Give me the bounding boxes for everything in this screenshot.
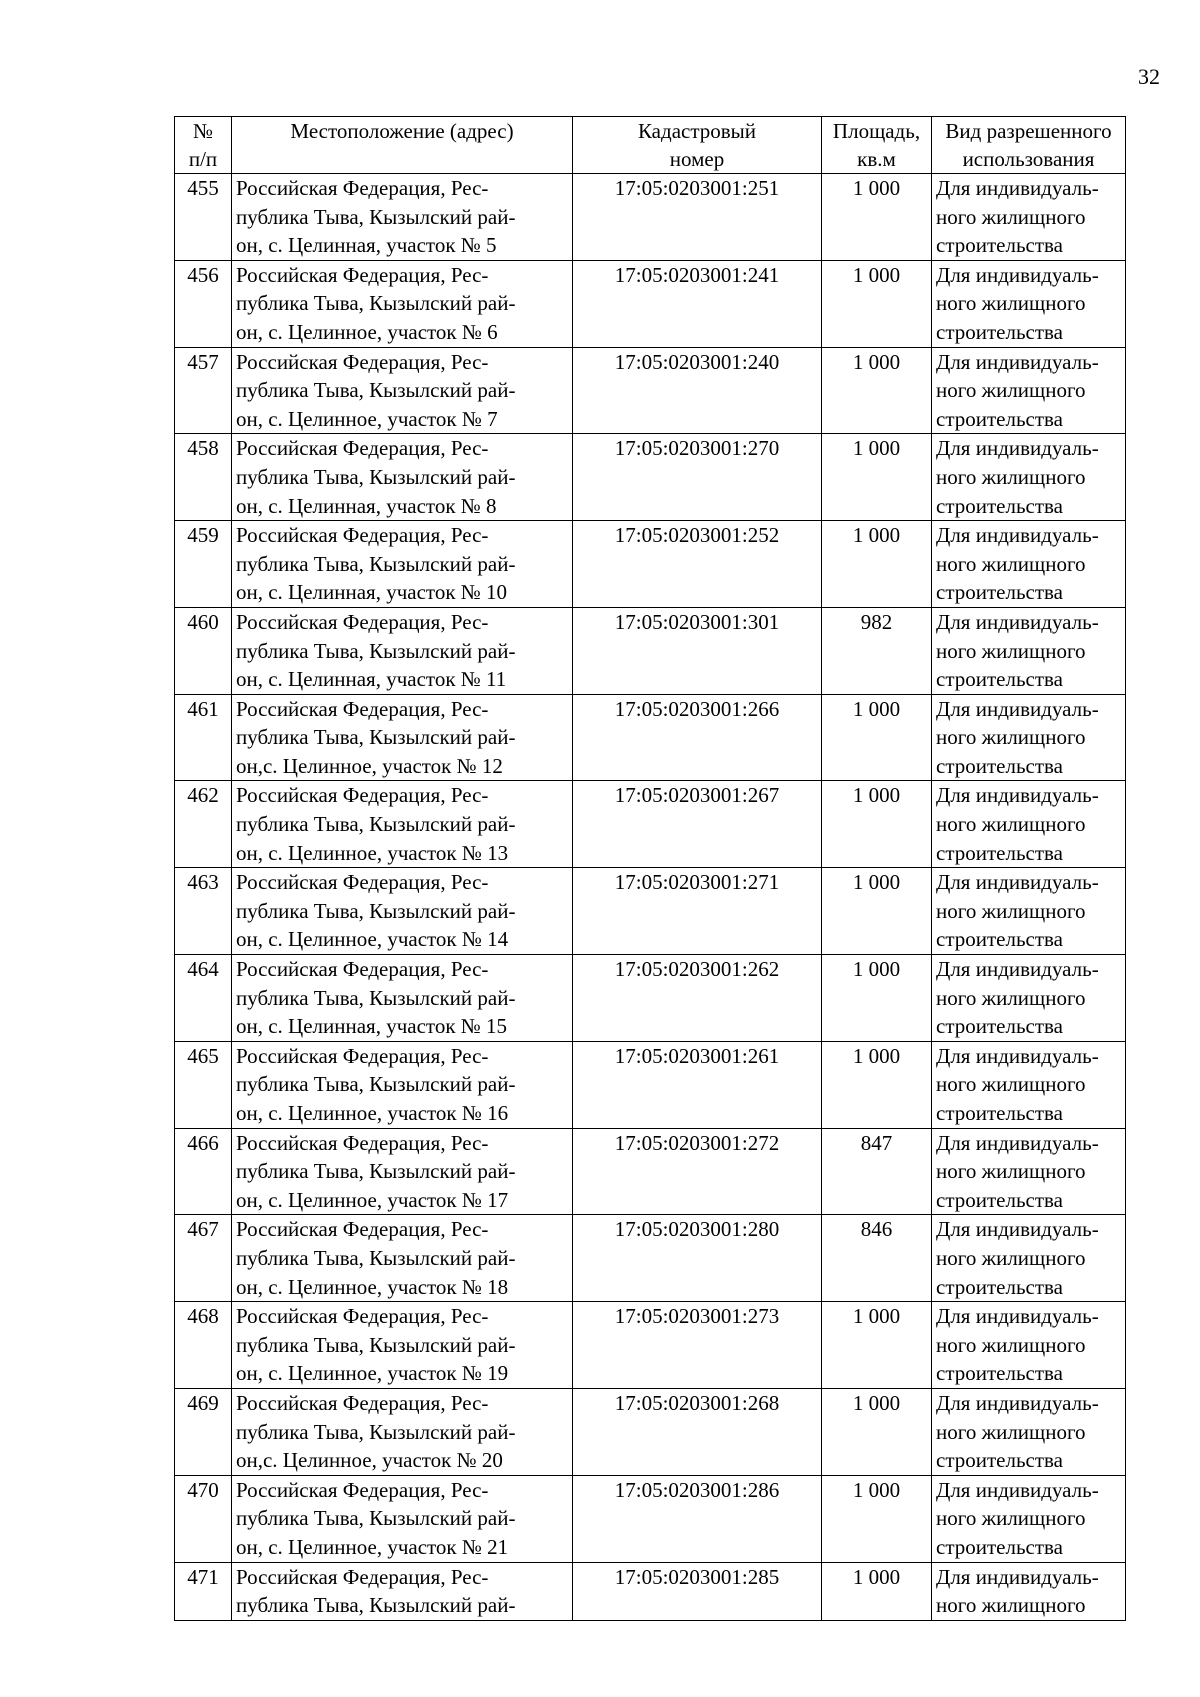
permitted-use-cell: Для индивидуаль- ного жилищного строительства [932,955,1126,1042]
cadastral-number-cell: 17:05:0203001:286 [573,1475,822,1562]
table-row [175,260,1126,347]
area-cell: 1 000 [822,434,932,521]
area-cell: 846 [822,1215,932,1302]
area-cell: 1 000 [822,868,932,955]
table-row [175,955,1126,1042]
row-number: 461 [175,694,232,781]
cadastral-number-cell: 17:05:0203001:251 [573,174,822,261]
address-cell: Российская Федерация, Рес- публика Тыва, Кызылский рай- он, с. Целинное, участок № 7 [232,347,573,434]
row-number: 458 [175,434,232,521]
cadastral-number-cell: 17:05:0203001:285 [573,1562,822,1620]
page-number: 32 [1138,64,1160,89]
cadastral-number-cell: 17:05:0203001:272 [573,1128,822,1215]
row-number: 470 [175,1475,232,1562]
permitted-use-cell: Для индивидуаль- ного жилищного строительства [932,1475,1126,1562]
header-cadastral-number: Кадастровый номер [573,117,822,174]
table-row [175,1215,1126,1302]
area-cell: 1 000 [822,1041,932,1128]
cadastral-number-cell: 17:05:0203001:301 [573,607,822,694]
permitted-use-cell: Для индивидуаль- ного жилищного строительства [932,781,1126,868]
row-number: 464 [175,955,232,1042]
area-cell: 1 000 [822,260,932,347]
cadastral-number-cell: 17:05:0203001:241 [573,260,822,347]
area-cell: 982 [822,607,932,694]
area-cell: 1 000 [822,1302,932,1389]
table-header-row [175,117,1126,174]
permitted-use-cell: Для индивидуаль- ного жилищного строительства [932,434,1126,521]
area-cell: 1 000 [822,1388,932,1475]
address-cell: Российская Федерация, Рес- публика Тыва, Кызылский рай- он, с. Целинное, участок № 18 [232,1215,573,1302]
cadastral-number-cell: 17:05:0203001:280 [573,1215,822,1302]
area-cell: 1 000 [822,521,932,608]
table-row [175,1041,1126,1128]
permitted-use-cell: Для индивидуаль- ного жилищного строительства [932,347,1126,434]
row-number: 468 [175,1302,232,1389]
address-cell: Российская Федерация, Рес- публика Тыва, Кызылский рай- он, с. Целинное, участок № 19 [232,1302,573,1389]
area-cell: 1 000 [822,694,932,781]
address-cell: Российская Федерация, Рес- публика Тыва, Кызылский рай- он, с. Целинная, участок № 8 [232,434,573,521]
table-row [175,1388,1126,1475]
address-cell: Российская Федерация, Рес- публика Тыва, Кызылский рай- он, с. Целинное, участок № 16 [232,1041,573,1128]
permitted-use-cell: Для индивидуаль- ного жилищного строительства [932,607,1126,694]
address-cell: Российская Федерация, Рес- публика Тыва, Кызылский рай- он,с. Целинное, участок № 20 [232,1388,573,1475]
cadastral-number-cell: 17:05:0203001:262 [573,955,822,1042]
cadastral-number-cell: 17:05:0203001:266 [573,694,822,781]
table-row [175,781,1126,868]
address-cell: Российская Федерация, Рес- публика Тыва, Кызылский рай- он, с. Целинная, участок № 11 [232,607,573,694]
table-row [175,607,1126,694]
address-cell: Российская Федерация, Рес- публика Тыва, Кызылский рай- [232,1562,573,1620]
cadastral-number-cell: 17:05:0203001:270 [573,434,822,521]
area-cell: 1 000 [822,1475,932,1562]
address-cell: Российская Федерация, Рес- публика Тыва, Кызылский рай- он, с. Целинная, участок № 5 [232,174,573,261]
permitted-use-cell: Для индивидуаль- ного жилищного строительства [932,1215,1126,1302]
area-cell: 1 000 [822,955,932,1042]
address-cell: Российская Федерация, Рес- публика Тыва, Кызылский рай- он,с. Целинное, участок № 12 [232,694,573,781]
address-cell: Российская Федерация, Рес- публика Тыва, Кызылский рай- он, с. Целинное, участок № 6 [232,260,573,347]
permitted-use-cell: Для индивидуаль- ного жилищного [932,1562,1126,1620]
row-number: 463 [175,868,232,955]
area-cell: 1 000 [822,174,932,261]
permitted-use-cell: Для индивидуаль- ного жилищного строительства [932,1302,1126,1389]
table-row [175,1128,1126,1215]
row-number: 455 [175,174,232,261]
header-number: № п/п [175,117,232,174]
table-row [175,347,1126,434]
cadastral-number-cell: 17:05:0203001:261 [573,1041,822,1128]
row-number: 460 [175,607,232,694]
table-row [175,1475,1126,1562]
table-row [175,434,1126,521]
land-plots-table [174,116,1126,1621]
cadastral-number-cell: 17:05:0203001:240 [573,347,822,434]
cadastral-number-cell: 17:05:0203001:252 [573,521,822,608]
row-number: 471 [175,1562,232,1620]
header-permitted-use: Вид разрешенного использования [932,117,1126,174]
area-cell: 847 [822,1128,932,1215]
table-row [175,694,1126,781]
permitted-use-cell: Для индивидуаль- ного жилищного строительства [932,1128,1126,1215]
address-cell: Российская Федерация, Рес- публика Тыва, Кызылский рай- он, с. Целинная, участок № 10 [232,521,573,608]
permitted-use-cell: Для индивидуаль- ного жилищного строительства [932,868,1126,955]
permitted-use-cell: Для индивидуаль- ного жилищного строительства [932,521,1126,608]
row-number: 466 [175,1128,232,1215]
header-area: Площадь, кв.м [822,117,932,174]
cadastral-number-cell: 17:05:0203001:268 [573,1388,822,1475]
permitted-use-cell: Для индивидуаль- ного жилищного строительства [932,1041,1126,1128]
permitted-use-cell: Для индивидуаль- ного жилищного строительства [932,694,1126,781]
area-cell: 1 000 [822,781,932,868]
address-cell: Российская Федерация, Рес- публика Тыва, Кызылский рай- он, с. Целинное, участок № 13 [232,781,573,868]
table-row [175,1302,1126,1389]
table-row [175,521,1126,608]
header-address: Местоположение (адрес) [232,117,573,174]
table-row [175,1562,1126,1620]
permitted-use-cell: Для индивидуаль- ного жилищного строительства [932,1388,1126,1475]
table-row [175,174,1126,261]
area-cell: 1 000 [822,347,932,434]
address-cell: Российская Федерация, Рес- публика Тыва, Кызылский рай- он, с. Целинное, участок № 21 [232,1475,573,1562]
permitted-use-cell: Для индивидуаль- ного жилищного строительства [932,260,1126,347]
row-number: 467 [175,1215,232,1302]
row-number: 462 [175,781,232,868]
address-cell: Российская Федерация, Рес- публика Тыва, Кызылский рай- он, с. Целинная, участок № 15 [232,955,573,1042]
row-number: 459 [175,521,232,608]
address-cell: Российская Федерация, Рес- публика Тыва, Кызылский рай- он, с. Целинное, участок № 14 [232,868,573,955]
row-number: 456 [175,260,232,347]
permitted-use-cell: Для индивидуаль- ного жилищного строительства [932,174,1126,261]
area-cell: 1 000 [822,1562,932,1620]
cadastral-number-cell: 17:05:0203001:267 [573,781,822,868]
row-number: 469 [175,1388,232,1475]
cadastral-number-cell: 17:05:0203001:271 [573,868,822,955]
row-number: 465 [175,1041,232,1128]
cadastral-number-cell: 17:05:0203001:273 [573,1302,822,1389]
row-number: 457 [175,347,232,434]
table-row [175,868,1126,955]
address-cell: Российская Федерация, Рес- публика Тыва, Кызылский рай- он, с. Целинное, участок № 17 [232,1128,573,1215]
